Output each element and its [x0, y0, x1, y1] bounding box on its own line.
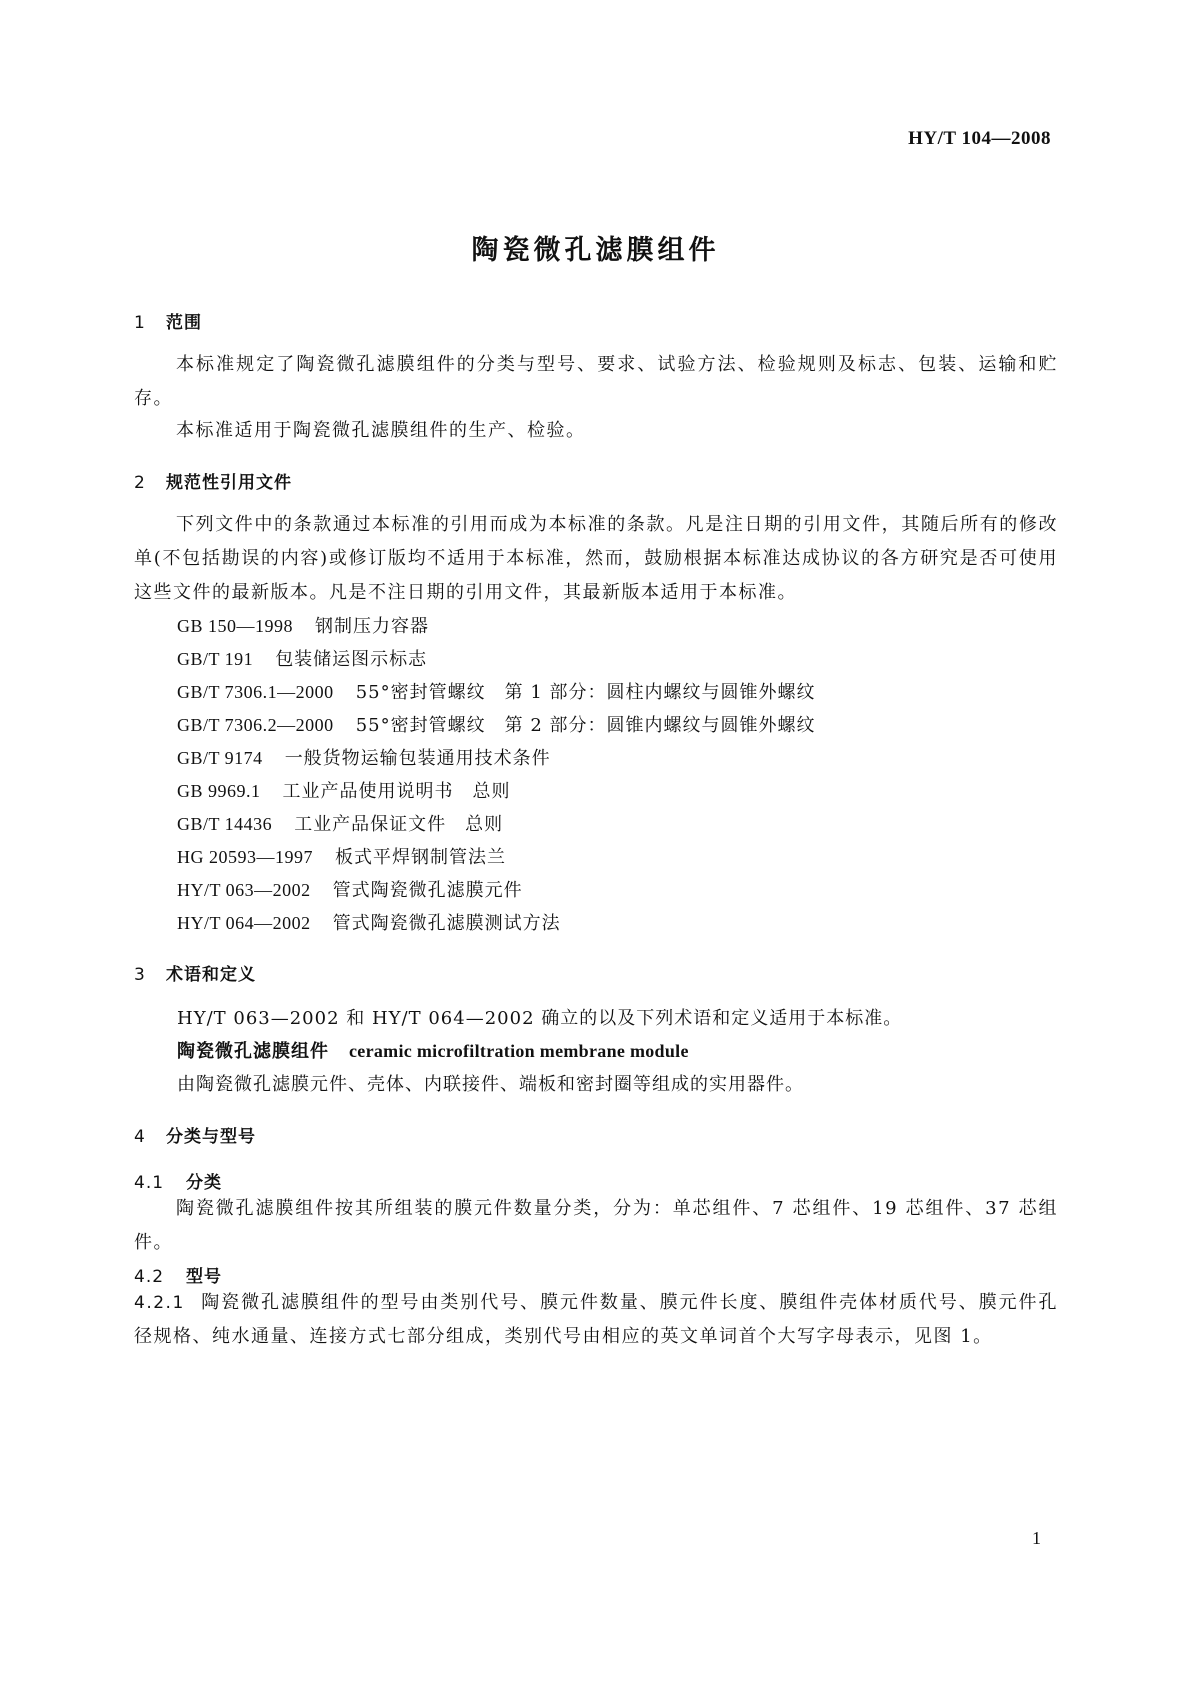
section-3-paragraph-1: HY/T 063—2002 和 HY/T 064—2002 确立的以及下列术语和定义适用于本标准。 — [177, 1008, 903, 1029]
reference-name: 板式平焊钢制管法兰 — [335, 847, 506, 868]
section-title: 分类与型号 — [166, 1127, 256, 1147]
standard-code: HY/T 104—2008 — [908, 128, 1051, 149]
reference-code: GB 150—1998 — [177, 616, 294, 636]
reference-name: 钢制压力容器 — [315, 616, 430, 637]
section-1-heading — [134, 308, 202, 333]
section-1-paragraph-2: 本标准适用于陶瓷微孔滤膜组件的生产、检验。 — [176, 420, 586, 441]
reference-name: 包装储运图示标志 — [275, 649, 428, 670]
clause-text: 陶瓷微孔滤膜组件的型号由类别代号、膜元件数量、膜元件长度、膜组件壳体材质代号、膜元件孔径规格、纯水通量、连接方式七部分组成，类别代号由相应的英文单词首个大写字母表示，见图 1。 — [134, 1292, 1058, 1347]
section-number: 1 — [134, 313, 146, 333]
subsection-title: 分类 — [186, 1173, 222, 1193]
reference-name: 工业产品使用说明书 总则 — [282, 781, 511, 802]
subsection-number: 4.1 — [134, 1173, 165, 1193]
reference-name: 工业产品保证文件 总则 — [294, 814, 504, 835]
section-4-heading — [134, 1122, 256, 1147]
reference-item — [177, 645, 427, 671]
reference-name: 管式陶瓷微孔滤膜元件 — [332, 880, 523, 901]
reference-name: 一般货物运输包装通用技术条件 — [284, 748, 551, 769]
reference-name: 管式陶瓷微孔滤膜测试方法 — [332, 913, 561, 934]
reference-item — [177, 909, 561, 935]
clause-4-2-1 — [134, 1286, 1058, 1354]
reference-item — [177, 678, 816, 704]
document-title: 陶瓷微孔滤膜组件 — [471, 235, 720, 266]
subsection-4-1-paragraph: 陶瓷微孔滤膜组件按其所组装的膜元件数量分类，分为：单芯组件、7 芯组件、19 芯组件、37 芯组件。 — [134, 1198, 1058, 1253]
section-3-heading — [134, 960, 256, 985]
reference-code: GB 9969.1 — [177, 781, 261, 801]
reference-item — [177, 612, 429, 638]
reference-item — [177, 876, 523, 902]
subsection-4-2-heading — [134, 1262, 222, 1287]
section-number: 4 — [134, 1127, 146, 1147]
reference-item — [177, 777, 511, 803]
section-1-paragraph-1: 本标准规定了陶瓷微孔滤膜组件的分类与型号、要求、试验方法、检验规则及标志、包装、运输和贮存。 — [134, 354, 1058, 409]
subsection-4-1-heading — [134, 1168, 222, 1193]
term-definition: 由陶瓷微孔滤膜元件、壳体、内联接件、端板和密封圈等组成的实用器件。 — [177, 1074, 804, 1095]
reference-code: GB/T 14436 — [177, 814, 273, 834]
page-number: 1 — [1032, 1528, 1041, 1548]
section-number: 3 — [134, 965, 146, 985]
section-2-paragraph-1: 下列文件中的条款通过本标准的引用而成为本标准的条款。凡是注日期的引用文件，其随后所有的修改单(不包括勘误的内容)或修订版均不适用于本标准，然而，鼓励根据本标准达成协议的各方研究是否可使用这些文件的最新版本。凡是不注日期的引用文件，其最新版本适用于本标准。 — [134, 514, 1058, 603]
term-entry — [177, 1037, 689, 1063]
subsection-number: 4.2 — [134, 1267, 165, 1287]
reference-code: HY/T 064—2002 — [177, 913, 311, 933]
reference-item — [177, 843, 506, 869]
reference-item — [177, 711, 816, 737]
reference-name: 55°密封管螺纹 第 1 部分：圆柱内螺纹与圆锥外螺纹 — [355, 682, 816, 703]
subsection-title: 型号 — [186, 1267, 222, 1287]
section-title: 范围 — [166, 313, 202, 333]
section-title: 规范性引用文件 — [166, 473, 292, 493]
reference-item — [177, 744, 551, 770]
reference-code: HY/T 063—2002 — [177, 880, 311, 900]
reference-code: GB/T 7306.1—2000 — [177, 682, 334, 702]
reference-code: GB/T 7306.2—2000 — [177, 715, 334, 735]
reference-item — [177, 810, 503, 836]
reference-code: GB/T 191 — [177, 649, 254, 669]
clause-number: 4.2.1 — [134, 1293, 185, 1313]
section-2-heading — [134, 468, 292, 493]
reference-name: 55°密封管螺纹 第 2 部分：圆锥内螺纹与圆锥外螺纹 — [355, 715, 816, 736]
term-english: ceramic microfiltration membrane module — [349, 1041, 689, 1061]
section-number: 2 — [134, 473, 146, 493]
reference-code: GB/T 9174 — [177, 748, 263, 768]
term-chinese: 陶瓷微孔滤膜组件 — [177, 1041, 329, 1062]
reference-code: HG 20593—1997 — [177, 847, 313, 867]
section-title: 术语和定义 — [166, 965, 256, 985]
